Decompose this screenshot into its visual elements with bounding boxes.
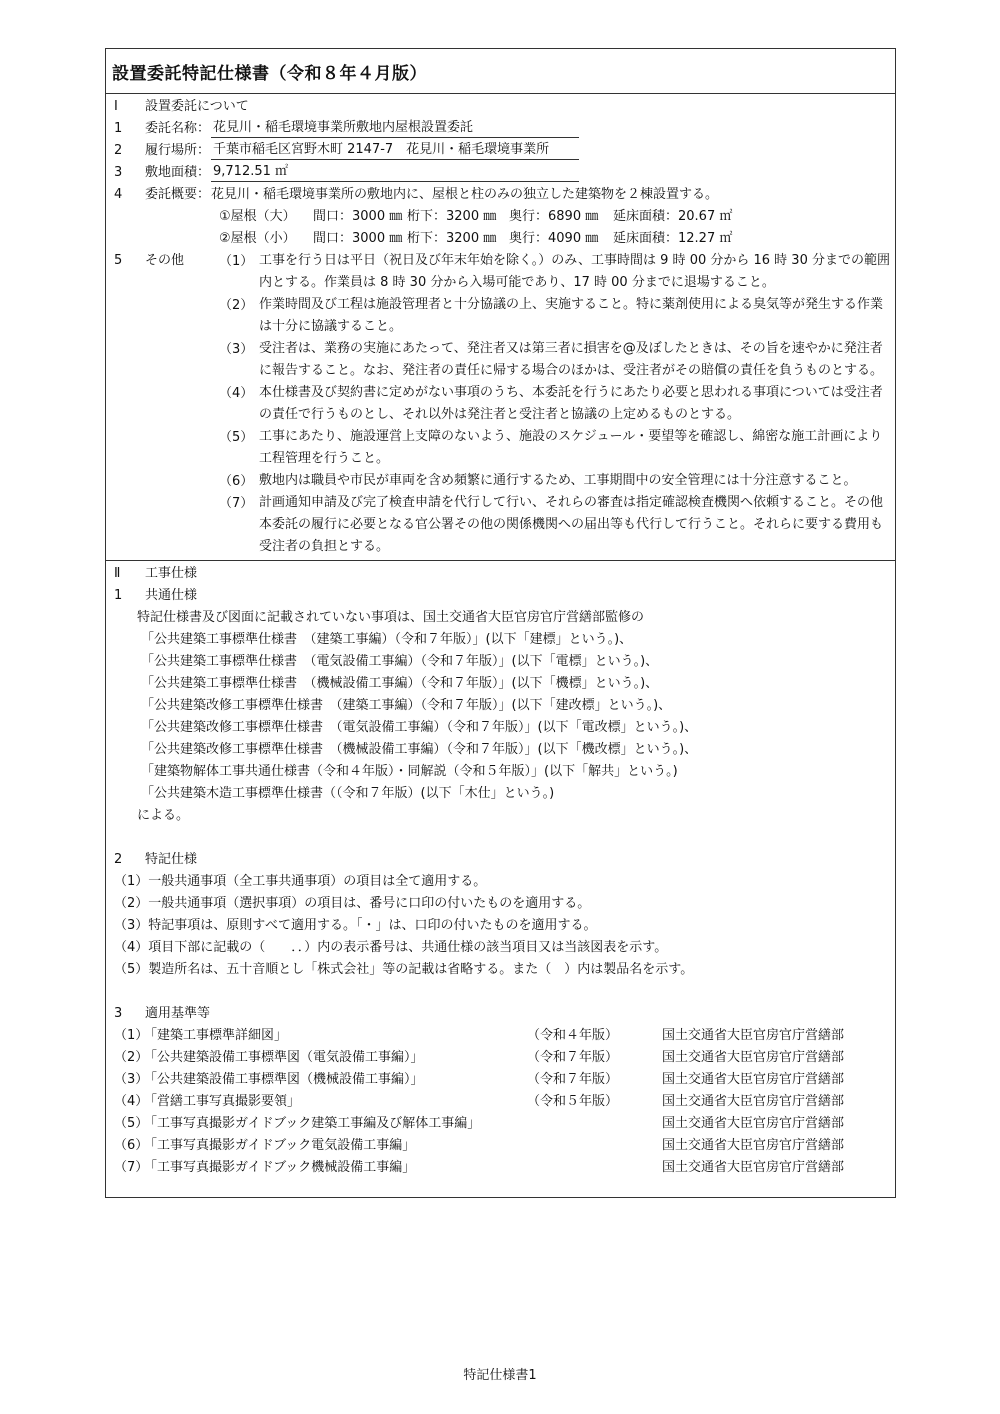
standard-year: （令和４年版） [527, 1028, 619, 1043]
standard-title: 「工事写真撮影ガイドブック機械設備工事編」 [144, 1160, 416, 1175]
info-row-name [106, 118, 895, 140]
other-list [219, 250, 895, 558]
standard-number: （5） [114, 1116, 149, 1131]
row-number: 3 [114, 165, 123, 180]
common-list-item [106, 739, 895, 761]
standard-title: 「営繕工事写真撮影要領」 [144, 1094, 301, 1109]
spacer [106, 981, 895, 1003]
item-text: 工事を行う日は平日（祝日及び年末年始を除く。）のみ、工事時間は 9 時 00 分から 16 時 30 分までの範囲内とする。作業員は 8 時 30 分から入場可能であり、17 時 00 分までに退場すること。 [259, 253, 890, 290]
subsection-number: 3 [114, 1006, 123, 1021]
page-title: 設置委託特記仕様書（令和８年４月版） [112, 63, 427, 84]
standard-row [106, 1047, 895, 1069]
document-frame [105, 48, 896, 1198]
common-list-item [106, 761, 895, 783]
subsection-number: 1 [114, 588, 123, 603]
standard-org: 国土交通省大臣官房官庁営繕部 [662, 1116, 845, 1131]
paragraph-text: による。 [137, 808, 190, 823]
row-label: 委託概要： [145, 187, 211, 202]
spec-depth: 奥行：6890 ㎜ [509, 209, 599, 224]
common-spec-heading [106, 585, 895, 607]
spec-eave: 桁下：3200 ㎜ [407, 231, 497, 246]
row-label: その他 [145, 253, 185, 268]
list-item-text: 「公共建築改修工事標準仕様書 （建築工事編）（令和７年版）」(以下「建改標」という。)、 [141, 698, 672, 713]
list-item-text: 「公共建築工事標準仕様書 （電気設備工事編）（令和７年版）」(以下「電標」という。)、 [141, 654, 659, 669]
list-item-text: （4）項目下部に記載の（ ．．）内の表示番号は、共通仕様の該当項目又は当該図表を示す。 [114, 940, 668, 955]
spec-name: ①屋根（大） [219, 209, 296, 224]
section-2-heading [106, 563, 895, 585]
other-item [219, 250, 895, 294]
special-list-item [106, 937, 895, 959]
spec-depth: 奥行：4090 ㎜ [509, 231, 599, 246]
item-text: 本仕様書及び契約書に定めがない事項のうち、本委託を行うにあたり必要と思われる事項については受注者の責任で行うものとし、それ以外は発注者と受注者と協議の上定めるものとする。 [259, 385, 883, 422]
info-row-location [106, 140, 895, 162]
list-item-text: 「公共建築改修工事標準仕様書 （電気設備工事編）（令和７年版）」(以下「電改標」という。)、 [141, 720, 698, 735]
list-item-text: 「公共建築木造工事標準仕様書（（令和７年版）(以下「木仕」という。) [141, 786, 555, 801]
standard-number: （7） [114, 1160, 149, 1175]
other-item [219, 382, 895, 426]
other-item [219, 470, 895, 492]
row-number: 4 [114, 187, 123, 202]
standard-title: 「公共建築設備工事標準図（機械設備工事編）」 [144, 1072, 424, 1087]
section-1 [106, 94, 895, 561]
info-row-area [106, 162, 895, 184]
row-number: 5 [114, 253, 123, 268]
subsection-number: 2 [114, 852, 123, 867]
spec-span: 間口：3000 ㎜ [313, 231, 403, 246]
standard-row [106, 1025, 895, 1047]
item-text: 作業時間及び工程は施設管理者と十分協議の上、実施すること。特に薬剤使用による臭気等が発生する作業は十分に協議すること。 [259, 297, 884, 334]
list-item-text: （5）製造所名は、五十音順とし「株式会社」等の記載は省略する。また（ ）内は製品名を示す。 [114, 962, 694, 977]
section-number: Ⅰ [114, 99, 118, 114]
title-box [106, 49, 895, 94]
section-title: 設置委託について [145, 99, 249, 114]
standard-year: （令和７年版） [527, 1072, 619, 1087]
other-item [219, 294, 895, 338]
row-label: 履行場所： [145, 143, 211, 158]
paragraph-text: 特記仕様書及び図面に記載されていない事項は、国土交通省大臣官房官庁営繕部監修の [137, 610, 645, 625]
row-label: 委託名称： [145, 121, 211, 136]
spacer [106, 827, 895, 849]
contract-name-value: 花見川・稲毛環境事業所敷地内屋根設置委託 [211, 119, 579, 138]
standard-org: 国土交通省大臣官房官庁営繕部 [662, 1072, 845, 1087]
subsection-title: 共通仕様 [145, 588, 198, 603]
standard-row [106, 1113, 895, 1135]
list-item-text: 「建築物解体工事共通仕様書（令和４年版）・同解説（令和５年版）」(以下「解共」という。) [141, 764, 678, 779]
section-title: 工事仕様 [145, 566, 198, 581]
standard-title: 「工事写真撮影ガイドブック建築工事編及び解体工事編」 [144, 1116, 481, 1131]
spec-area: 延床面積：12.27 ㎡ [613, 231, 733, 246]
common-list-item [106, 651, 895, 673]
standard-year: （令和５年版） [527, 1094, 619, 1109]
overview-text: 花見川・稲毛環境事業所の敷地内に、屋根と柱のみの独立した建築物を２棟設置する。 [211, 187, 719, 202]
subsection-title: 特記仕様 [145, 852, 198, 867]
spec-area: 延床面積：20.67 ㎡ [613, 209, 733, 224]
item-number: （3） [219, 342, 254, 357]
common-list-item [106, 717, 895, 739]
spec-row-large [106, 206, 895, 228]
standard-number: （3） [114, 1072, 149, 1087]
standard-org: 国土交通省大臣官房官庁営繕部 [662, 1160, 845, 1175]
list-item-text: 「公共建築改修工事標準仕様書 （機械設備工事編）（令和７年版）」(以下「機改標」という。)、 [141, 742, 698, 757]
common-list-item [106, 673, 895, 695]
other-item [219, 492, 895, 558]
site-area-value: 9,712.51 ㎡ [211, 163, 579, 182]
common-end [106, 805, 895, 827]
other-block [106, 250, 895, 558]
list-item-text: （3）特記事項は、原則すべて適用する。「・」は、口印の付いたものを適用する。 [114, 918, 597, 933]
other-item [219, 426, 895, 470]
item-number: （4） [219, 386, 254, 401]
standard-org: 国土交通省大臣官房官庁営繕部 [662, 1050, 845, 1065]
item-number: （5） [219, 430, 254, 445]
spec-eave: 桁下：3200 ㎜ [407, 209, 497, 224]
standard-year: （令和７年版） [527, 1050, 619, 1065]
list-item-text: （1）一般共通事項（全工事共通事項）の項目は全て適用する。 [114, 874, 487, 889]
other-item [219, 338, 895, 382]
spec-name: ②屋根（小） [219, 231, 296, 246]
row-number: 2 [114, 143, 123, 158]
special-list-item [106, 915, 895, 937]
common-intro [106, 607, 895, 629]
standard-row [106, 1069, 895, 1091]
spec-span: 間口：3000 ㎜ [313, 209, 403, 224]
row-label: 敷地面積： [145, 165, 211, 180]
common-list-item [106, 695, 895, 717]
common-list-item [106, 783, 895, 805]
special-list-item [106, 871, 895, 893]
location-value: 千葉市稲毛区宮野木町 2147-7 花見川・稲毛環境事業所 [211, 141, 579, 160]
item-text: 計画通知申請及び完了検査申請を代行して行い、それらの審査は指定確認検査機関へ依頼すること。その他本委託の履行に必要となる官公署その他の関係機関への届出等も代行して行うこと。それらに要する費用も受注者の負担とする。 [259, 495, 884, 554]
standard-row [106, 1135, 895, 1157]
list-item-text: （2）一般共通事項（選択事項）の項目は、番号に口印の付いたものを適用する。 [114, 896, 591, 911]
list-item-text: 「公共建築工事標準仕様書 （機械設備工事編）（令和７年版）」(以下「機標」という。)、 [141, 676, 659, 691]
standard-number: （4） [114, 1094, 149, 1109]
info-row-overview [106, 184, 895, 206]
standards-heading [106, 1003, 895, 1025]
standard-row [106, 1091, 895, 1113]
section-number: Ⅱ [114, 566, 121, 581]
standard-org: 国土交通省大臣官房官庁営繕部 [662, 1138, 845, 1153]
section-2 [106, 561, 895, 1197]
section-1-heading [106, 96, 895, 118]
page-footer: 特記仕様書1 [463, 1368, 537, 1383]
item-text: 工事にあたり、施設運営上支障のないよう、施設のスケジュール・要望等を確認し、綿密な施工計画により工程管理を行うこと。 [259, 429, 883, 466]
standard-title: 「建築工事標準詳細図」 [144, 1028, 288, 1043]
item-text: 敷地内は職員や市民が車両を含め頻繁に通行するため、工事期間中の安全管理には十分注意すること。 [259, 473, 857, 488]
subsection-title: 適用基準等 [145, 1006, 211, 1021]
standard-row [106, 1157, 895, 1179]
item-number: （7） [219, 496, 254, 511]
list-item-text: 「公共建築工事標準仕様書 （建築工事編）（令和７年版）」(以下「建標」という。)、 [141, 632, 633, 647]
standard-number: （1） [114, 1028, 149, 1043]
special-spec-heading [106, 849, 895, 871]
special-list-item [106, 959, 895, 981]
standard-title: 「工事写真撮影ガイドブック電気設備工事編」 [144, 1138, 416, 1153]
item-number: （6） [219, 474, 254, 489]
standard-number: （2） [114, 1050, 149, 1065]
standard-org: 国土交通省大臣官房官庁営繕部 [662, 1028, 845, 1043]
item-number: （2） [219, 298, 254, 313]
common-list-item [106, 629, 895, 651]
standard-title: 「公共建築設備工事標準図（電気設備工事編）」 [144, 1050, 424, 1065]
item-number: （1） [219, 254, 254, 269]
spec-row-small [106, 228, 895, 250]
row-number: 1 [114, 121, 123, 136]
standard-org: 国土交通省大臣官房官庁営繕部 [662, 1094, 845, 1109]
special-list-item [106, 893, 895, 915]
standard-number: （6） [114, 1138, 149, 1153]
item-text: 受注者は、業務の実施にあたって、発注者又は第三者に損害を@及ぼしたときは、その旨を速やかに発注者に報告すること。なお、発注者の責任に帰する場合のほかは、受注者がその賠償の責任を負うものとする。 [259, 341, 884, 378]
